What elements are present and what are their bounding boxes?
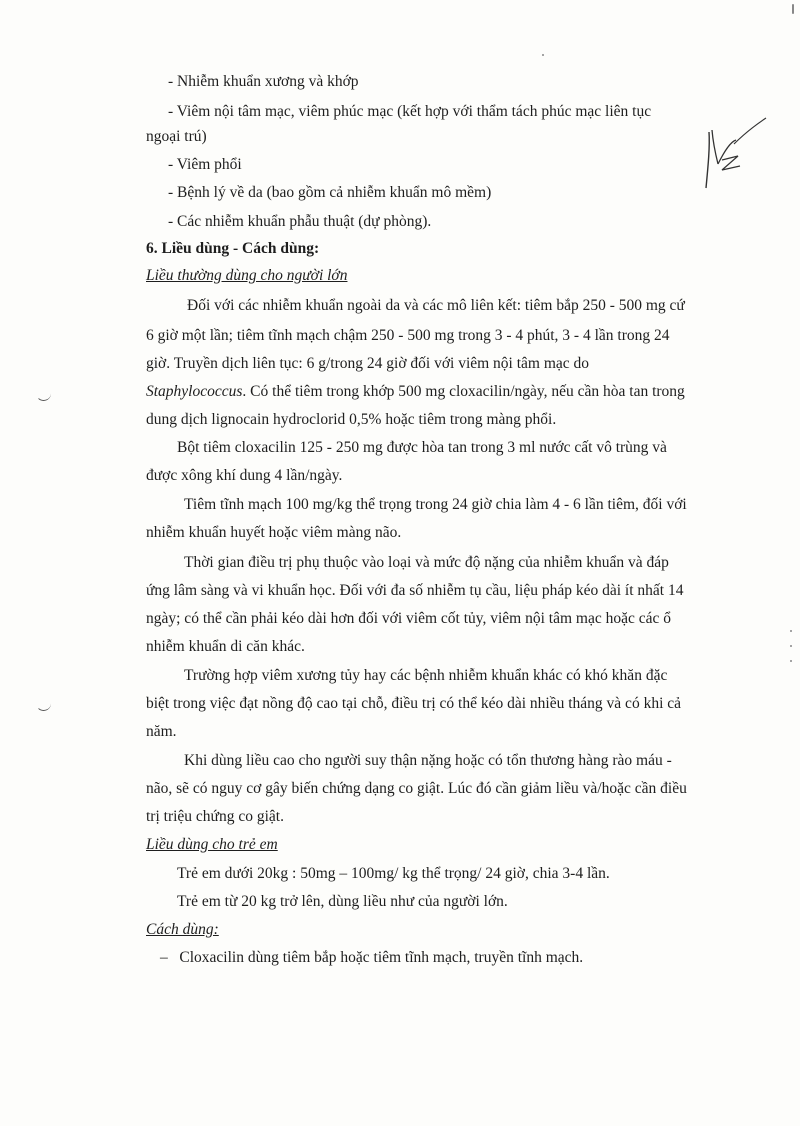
punch-mark [36, 700, 51, 711]
paragraph-line: Bột tiêm cloxacilin 125 - 250 mg được hòa tan trong 3 ml nước cất vô trùng và [177, 439, 667, 456]
paragraph-line: Trẻ em từ 20 kg trở lên, dùng liều như của người lớn. [177, 893, 508, 910]
section-heading: 6. Liều dùng - Cách dùng: [146, 240, 320, 257]
scan-speck [542, 54, 544, 56]
paragraph-line: 6 giờ một lần; tiêm tĩnh mạch chậm 250 - 500 mg trong 3 - 4 phút, 3 - 4 lần trong 24 [146, 327, 670, 344]
organism-name: Staphylococcus [146, 383, 243, 400]
paragraph-line: Trường hợp viêm xương tủy hay các bệnh nhiễm khuẩn khác có khó khăn đặc [184, 667, 668, 684]
paragraph-line: dung dịch lignocain hydroclorid 0,5% hoặc tiêm trong màng phổi. [146, 411, 557, 428]
paragraph-line: ứng lâm sàng và vi khuẩn học. Đối với đa số nhiễm tụ cầu, liệu pháp kéo dài ít nhất 14 [146, 582, 684, 599]
paragraph-line: ngày; có thể cần phải kéo dài hơn đối với viêm cốt tủy, viêm nội tâm mạc hoặc các ổ [146, 610, 672, 627]
list-item-continuation: ngoại trú) [146, 128, 207, 145]
list-item: – Cloxacilin dùng tiêm bắp hoặc tiêm tĩnh mạch, truyền tĩnh mạch. [160, 949, 584, 966]
paragraph-line: Đối với các nhiễm khuẩn ngoài da và các mô liên kết: tiêm bắp 250 - 500 mg cứ [187, 297, 685, 314]
child-dose-heading: Liều dùng cho trẻ em [146, 836, 278, 853]
paragraph-line: Thời gian điều trị phụ thuộc vào loại và mức độ nặng của nhiễm khuẩn và đáp [184, 554, 669, 571]
paragraph-line: nhiễm khuẩn huyết hoặc viêm màng não. [146, 524, 402, 541]
scan-speck [790, 630, 792, 632]
paragraph-line: Tiêm tĩnh mạch 100 mg/kg thể trọng trong 24 giờ chia làm 4 - 6 lần tiêm, đối với [184, 496, 687, 513]
list-item: - Viêm nội tâm mạc, viêm phúc mạc (kết hợp với thẩm tách phúc mạc liên tục [168, 103, 652, 120]
list-item: - Các nhiễm khuẩn phẫu thuật (dự phòng). [168, 213, 432, 230]
paragraph-line: Khi dùng liều cao cho người suy thận nặng hoặc có tổn thương hàng rào máu - [184, 752, 672, 769]
scan-speck [790, 645, 792, 647]
paragraph-line: nhiễm khuẩn di căn khác. [146, 638, 305, 655]
punch-mark [36, 390, 51, 401]
paragraph-line: được xông khí dung 4 lần/ngày. [146, 467, 343, 484]
list-item: - Bệnh lý về da (bao gồm cả nhiễm khuẩn mô mềm) [168, 184, 492, 201]
paragraph-line: năm. [146, 723, 177, 740]
scan-speck [792, 4, 794, 14]
paragraph-line: giờ. Truyền dịch liên tục: 6 g/trong 24 giờ đối với viêm nội tâm mạc do [146, 355, 590, 372]
paragraph-line: não, sẽ có nguy cơ gây biến chứng dạng co giật. Lúc đó cần giảm liều và/hoặc cần điều [146, 780, 687, 797]
adult-dose-heading: Liều thường dùng cho người lớn [146, 267, 348, 284]
paragraph-line: biệt trong việc đạt nồng độ cao tại chỗ, điều trị có thể kéo dài nhiều tháng và có khi cả [146, 695, 682, 712]
usage-heading: Cách dùng: [146, 921, 219, 938]
handwritten-initials [700, 112, 770, 192]
paragraph-line: trị triệu chứng co giật. [146, 808, 284, 825]
list-item: - Viêm phổi [168, 156, 242, 173]
paragraph-line: Staphylococcus. Có thể tiêm trong khớp 500 mg cloxacilin/ngày, nếu cần hòa tan trong [146, 383, 685, 400]
list-item: - Nhiễm khuẩn xương và khớp [168, 73, 359, 90]
scan-speck [790, 660, 792, 662]
paragraph-line: Trẻ em dưới 20kg : 50mg – 100mg/ kg thể trọng/ 24 giờ, chia 3-4 lần. [177, 865, 610, 882]
